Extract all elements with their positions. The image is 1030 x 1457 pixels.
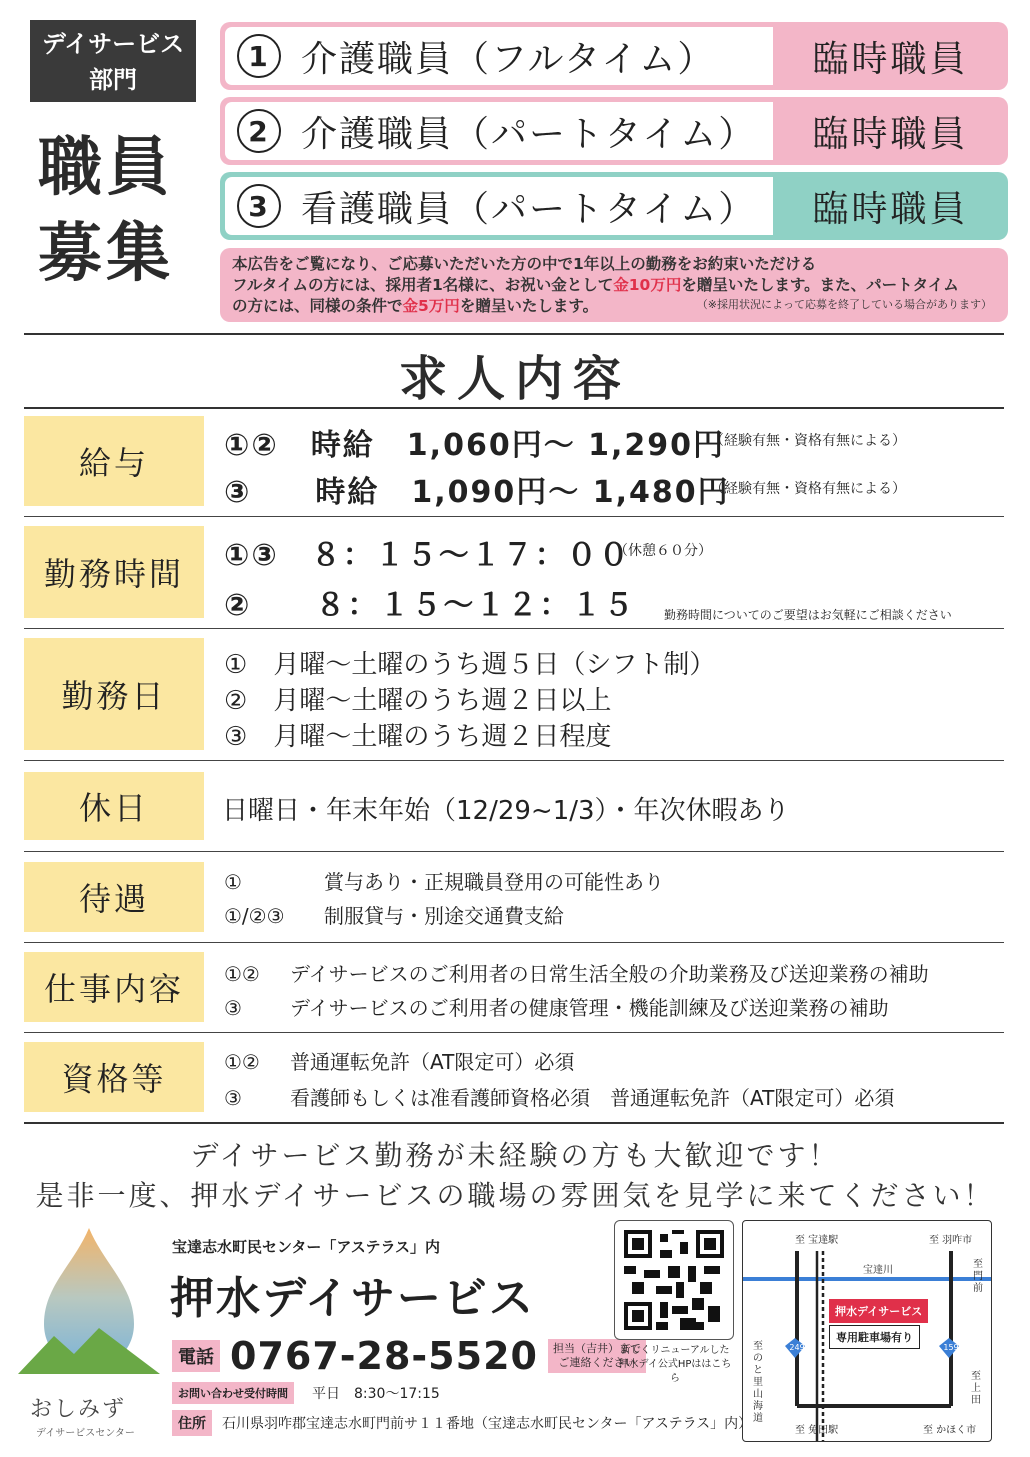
department-badge xyxy=(30,20,196,102)
bonus-notice xyxy=(220,248,1008,322)
dept-line1: デイサービス xyxy=(41,30,185,58)
phone-number[interactable]: 0767-28-5520 xyxy=(230,1334,538,1378)
notice-line2b: を贈呈いたします。また、パートタイム xyxy=(681,276,959,294)
benefits-row xyxy=(224,866,664,895)
divider xyxy=(24,333,1004,335)
position-number: 3 xyxy=(237,184,281,228)
qr-caption-line2: 押水デイ公式HPははこちら xyxy=(618,1359,732,1384)
title-line2: 募集 xyxy=(38,217,174,291)
bonus-amount-fulltime: 金10万円 xyxy=(613,276,682,294)
qualifications-row-text: 普通運転免許（AT限定可）必須 xyxy=(290,1050,575,1074)
position-number: 1 xyxy=(237,34,281,78)
qr-caption xyxy=(614,1344,736,1386)
logo-sub: デイサービスセンター xyxy=(36,1428,135,1439)
qualifications-row xyxy=(224,1082,894,1111)
notice-footnote: （※採用状況によって応募を終了している場合があります） xyxy=(696,298,992,311)
qualifications-row-nums: ①② xyxy=(224,1050,260,1074)
days-row xyxy=(224,644,715,681)
phone-label: 電話 xyxy=(172,1340,220,1372)
duties-row xyxy=(224,958,929,987)
contact-line1: 担当（吉井）まで xyxy=(552,1342,641,1355)
benefits-row-nums: ①/②③ xyxy=(224,904,285,928)
qr-code-icon xyxy=(624,1230,724,1330)
dept-line2: 部門 xyxy=(89,66,137,94)
divider xyxy=(24,1032,1004,1033)
salary-row-text: 時給 1,060円～ 1,290円 xyxy=(310,428,726,463)
qualifications-label: 資格等 xyxy=(24,1042,204,1112)
days-row xyxy=(224,680,611,717)
hours-info xyxy=(172,1382,440,1404)
hours-row-nums: ② xyxy=(224,588,252,623)
qr-caption-line1: 新しくリニューアルした xyxy=(620,1345,730,1356)
days-row-text: 月曜～土曜のうち週２日程度 xyxy=(273,722,612,752)
salary-row-note: （経験有無・資格有無による） xyxy=(710,433,906,449)
position-3 xyxy=(220,172,1008,240)
position-name: 看護職員（パートタイム） xyxy=(301,188,757,230)
salary-label: 給与 xyxy=(24,416,204,506)
notice-line3b: を贈呈いたします。 xyxy=(459,297,599,315)
map-river: 宝達川 xyxy=(863,1265,893,1276)
position-number: 2 xyxy=(237,109,281,153)
salary-row-1 xyxy=(224,420,725,464)
divider xyxy=(24,851,1004,852)
notice-line1: 本広告をご覧になり、ご応募いただいた方の中で1年以上の勤務をお約束いただける xyxy=(232,255,817,273)
position-type: 臨時職員 xyxy=(812,113,969,155)
contact-line2: ご連絡ください xyxy=(558,1356,636,1369)
benefits-row xyxy=(224,900,564,929)
hours-row-2 xyxy=(224,580,635,624)
position-type: 臨時職員 xyxy=(812,188,969,230)
position-type: 臨時職員 xyxy=(812,38,969,80)
holiday-label: 休日 xyxy=(24,772,204,840)
duties-row-text: デイサービスのご利用者の健康管理・機能訓練及び送迎業務の補助 xyxy=(290,996,889,1020)
qr-code[interactable] xyxy=(614,1220,734,1340)
notice-line2a: フルタイムの方には、採用者1名様に、お祝い金として xyxy=(232,276,614,294)
salary-row-nums: ③ xyxy=(224,475,252,510)
notice-line3a: の方には、同様の条件で xyxy=(232,297,403,315)
benefits-row-text: 賞与あり・正規職員登用の可能性あり xyxy=(324,870,664,894)
map-right-top: 至門前 xyxy=(973,1259,983,1294)
benefits-row-nums: ① xyxy=(224,870,242,894)
org-name: 押水デイサービス xyxy=(170,1273,535,1324)
divider xyxy=(24,407,1004,409)
salary-row-text: 時給 1,090円～ 1,480円 xyxy=(315,475,730,510)
map-facility: 押水デイサービス xyxy=(829,1299,928,1323)
hours-footnote: 勤務時間についてのご要望はお気軽にご相談ください xyxy=(664,608,952,622)
map-south-left: 至 免田駅 xyxy=(795,1425,839,1436)
map-south-right: 至 かほく市 xyxy=(923,1425,977,1436)
divider xyxy=(24,760,1004,761)
slogan-line1: デイサービス勤務が未経験の方も大歓迎です！ xyxy=(190,1139,840,1172)
bonus-amount-parttime: 金5万円 xyxy=(402,297,460,315)
qualifications-row-nums: ③ xyxy=(224,1086,242,1110)
title-line1: 職員 xyxy=(38,131,174,205)
address-info xyxy=(172,1410,752,1436)
salary-row-note: （経験有無・資格有無による） xyxy=(710,481,906,497)
days-row-nums: ① xyxy=(224,650,248,680)
days-row-text: 月曜～土曜のうち週２日以上 xyxy=(273,686,612,716)
map-parking: 専用駐車場有り xyxy=(829,1325,920,1349)
map-north-left: 至 宝達駅 xyxy=(795,1235,839,1246)
qualifications-row xyxy=(224,1046,574,1075)
duties-label: 仕事内容 xyxy=(24,952,204,1022)
days-row xyxy=(224,716,611,753)
hours-row-1 xyxy=(224,530,631,574)
recruitment-title xyxy=(38,125,198,297)
map-route-right: 159 xyxy=(943,1343,959,1352)
section-title: 求人内容 xyxy=(398,351,631,407)
holiday-text: 日曜日・年末年始（12/29~1/3）・年次休暇あり xyxy=(222,796,790,826)
slogan-line2: 是非一度、押水デイサービスの職場の雰囲気を見学に来てください！ xyxy=(35,1179,995,1212)
logo-name: おしみず xyxy=(30,1397,127,1422)
map-route-left: 249 xyxy=(789,1343,805,1352)
days-row-nums: ③ xyxy=(224,722,248,752)
days-row-text: 月曜～土曜のうち週５日（シフト制） xyxy=(273,650,716,680)
divider xyxy=(24,942,1004,943)
hours-row-nums: ①③ xyxy=(224,538,279,573)
benefits-row-text: 制服貸与・別途交通費支給 xyxy=(324,904,564,928)
position-2 xyxy=(220,97,1008,165)
days-row-nums: ② xyxy=(224,686,248,716)
hours-row-text: ８：１５～１２：１５ xyxy=(315,588,636,623)
duties-row-nums: ①② xyxy=(224,962,260,986)
address-value: 石川県羽咋郡宝達志水町門前サ１１番地（宝達志水町民センター「アステラス」内） xyxy=(222,1416,753,1432)
salary-row-nums: ①② xyxy=(224,428,279,463)
map-right-bottom: 至上田 xyxy=(971,1371,981,1406)
qualifications-row-text: 看護師もしくは准看護師資格必須 普通運転免許（AT限定可）必須 xyxy=(290,1086,895,1110)
duties-row xyxy=(224,992,889,1021)
duties-row-text: デイサービスのご利用者の日常生活全般の介助業務及び送迎業務の補助 xyxy=(290,962,929,986)
hours-row-text: ８：１５～１７：００ xyxy=(310,538,631,573)
phone-block xyxy=(172,1334,646,1378)
divider xyxy=(24,1122,1004,1124)
access-map xyxy=(742,1220,992,1442)
divider xyxy=(24,516,1004,517)
inquiry-hours-label: お問い合わせ受付時間 xyxy=(172,1382,294,1404)
drop-mountain-logo-icon xyxy=(14,1224,164,1394)
salary-row-2 xyxy=(224,467,730,511)
days-label: 勤務日 xyxy=(24,638,204,750)
position-1 xyxy=(220,22,1008,90)
duties-row-nums: ③ xyxy=(224,996,242,1020)
position-name: 介護職員（パートタイム） xyxy=(301,113,757,155)
inquiry-hours-value: 平日 8:30～17:15 xyxy=(312,1386,440,1402)
map-north-right: 至 羽咋市 xyxy=(929,1235,973,1246)
address-label: 住所 xyxy=(172,1410,212,1436)
org-subtitle: 宝達志水町民センター「アステラス」内 xyxy=(172,1238,441,1256)
divider xyxy=(24,628,1004,629)
hours-label: 勤務時間 xyxy=(24,526,204,618)
benefits-label: 待遇 xyxy=(24,862,204,932)
position-name: 介護職員（フルタイム） xyxy=(301,38,716,80)
hours-row-note: （休憩６０分） xyxy=(614,543,712,559)
map-left-side: 至のと里山海道 xyxy=(753,1341,763,1424)
